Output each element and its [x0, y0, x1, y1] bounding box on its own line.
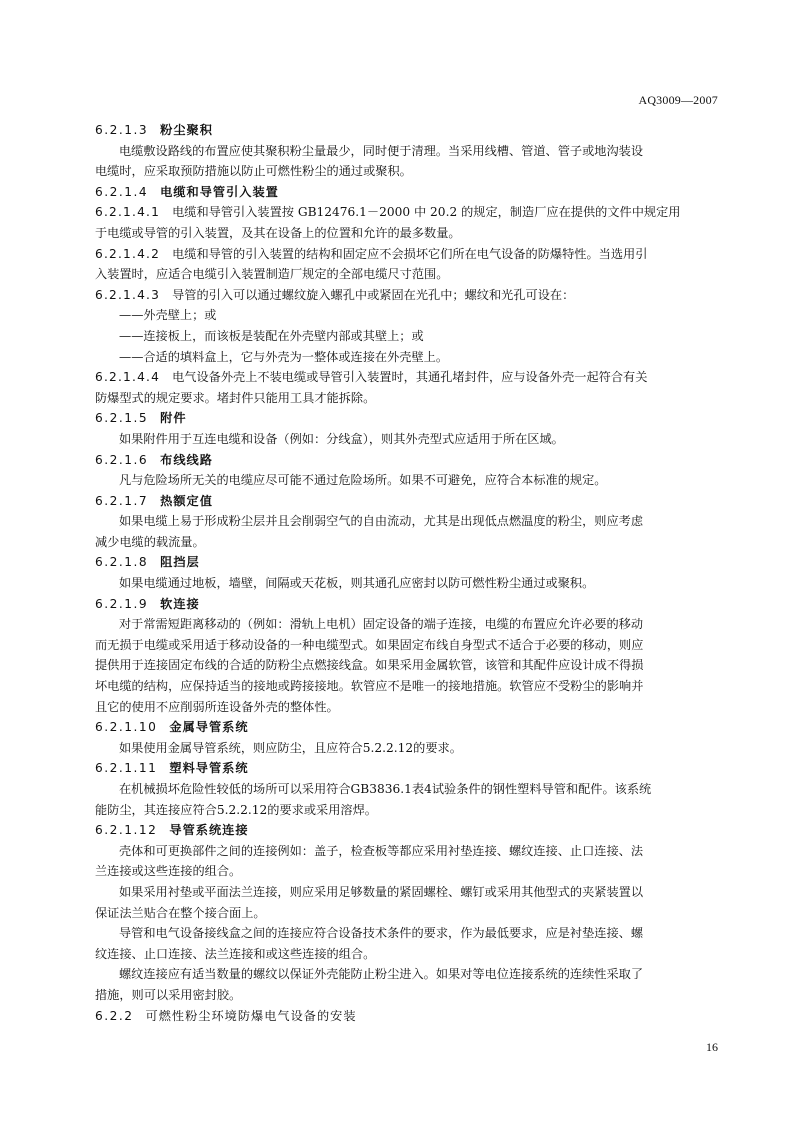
body-text-line: 如果电缆通过地板，墙壁，间隔或天花板，则其通孔应密封以防可燃性粉尘通过或聚积。 — [119, 576, 595, 591]
numbered-paragraph-line — [95, 202, 719, 223]
body-text-line: 壳体和可更换部件之间的连接例如：盖子，检查板等都应采用衬垫连接、螺纹连接、止口连接、法 — [119, 843, 644, 858]
body-text-line: 纹连接、止口连接、法兰连接和或这些连接的组合。 — [95, 946, 376, 961]
body-text-line: 坏电缆的结构，应保持适当的接地或跨接接地。软管应不是唯一的接地措施。软管应不受粉尘的影响并 — [95, 679, 644, 694]
body-text-line: 螺纹连接应有适当数量的螺纹以保证外壳能防止粉尘进入。如果对等电位连接系统的连续性采取了 — [119, 967, 644, 982]
section-title: 阻挡层 — [160, 555, 200, 570]
section-title: 电缆和导管引入装置 — [160, 184, 279, 199]
clause-text: 导管的引入可以通过螺纹旋入螺孔中或紧固在光孔中；螺纹和光孔可设在： — [172, 287, 575, 302]
numbered-paragraph-line — [95, 367, 719, 388]
clause-text: 电缆和导管引入装置按 GB12476.1－2000 中 20.2 的规定，制造厂应在提供的文件中规定用 — [172, 205, 681, 220]
body-text-line: 减少电缆的载流量。 — [95, 534, 205, 549]
section-title: 粉尘聚积 — [160, 123, 213, 137]
section-title: 布线线路 — [160, 452, 213, 467]
body-text-line: 凡与危险场所无关的电缆应尽可能不通过危险场所。如果不可避免，应符合本标准的规定。 — [119, 473, 607, 488]
section-heading — [95, 1006, 719, 1027]
body-text-line: 防爆型式的规定要求。堵封件只能用工具才能拆除。 — [95, 390, 376, 405]
section-number: 6.2.1.6 — [95, 452, 149, 467]
body-text-line: 措施，则可以采用密封胶。 — [95, 987, 242, 1002]
section-number: 6.2.1.3 — [95, 123, 149, 137]
body-text-line: 电缆敷设路线的布置应使其聚积粉尘量最少，同时便于清理。当采用线槽、管道、管子或地沟装设 — [119, 143, 644, 158]
document-body — [95, 120, 719, 1026]
body-text-line: 而无损于电缆或采用适于移动设备的一种电缆型式。如果固定布线自身型式不适合于必要的移动，则应 — [95, 637, 644, 652]
section-title: 软连接 — [160, 596, 200, 611]
section-title: 热额定值 — [160, 493, 213, 508]
numbered-paragraph-line — [95, 285, 719, 306]
section-heading — [95, 491, 719, 512]
section-title: 附件 — [160, 411, 187, 426]
section-number: 6.2.1.12 — [95, 823, 158, 838]
section-heading — [95, 594, 719, 615]
clause-number: 6.2.1.4.1 — [95, 205, 161, 220]
section-heading — [95, 450, 719, 471]
body-text-line: 如果采用衬垫或平面法兰连接，则应采用足够数量的紧固螺栓、螺钉或采用其他型式的夹紧装置以 — [119, 884, 644, 899]
section-number: 6.2.1.9 — [95, 596, 149, 611]
section-number: 6.2.1.5 — [95, 411, 149, 426]
section-heading — [95, 408, 719, 429]
body-text-line: 入装置时，应适合电缆引入装置制造厂规定的全部电缆尺寸范围。 — [95, 267, 449, 282]
clause-number: 6.2.1.4.3 — [95, 287, 161, 302]
clause-text: 电缆和导管的引入装置的结构和固定应不会损坏它们所在电气设备的防爆特性。当选用引 — [172, 246, 648, 261]
numbered-paragraph-line — [95, 244, 719, 265]
section-title: 塑料导管系统 — [169, 761, 249, 776]
section-title: 可燃性粉尘环境防爆电气设备的安装 — [145, 1008, 357, 1023]
section-title: 金属导管系统 — [169, 720, 249, 735]
section-number: 6.2.1.8 — [95, 555, 149, 570]
section-number: 6.2.1.10 — [95, 720, 158, 735]
section-heading — [95, 120, 719, 141]
section-number: 6.2.1.7 — [95, 493, 149, 508]
body-text-line: 兰连接或这些连接的组合。 — [95, 864, 242, 879]
section-number: 6.2.2 — [95, 1008, 134, 1023]
section-title: 导管系统连接 — [169, 823, 249, 838]
clause-text: 电气设备外壳上不装电缆或导管引入装置时，其通孔堵封件，应与设备外壳一起符合有关 — [172, 370, 648, 385]
list-item: ——连接板上，而该板是装配在外壳壁内部或其壁上；或 — [119, 328, 424, 343]
clause-number: 6.2.1.4.4 — [95, 370, 161, 385]
body-text-line: 于电缆或导管的引入装置，及其在设备上的位置和允许的最多数量。 — [95, 225, 461, 240]
list-item: ——外壳壁上；或 — [119, 308, 217, 323]
section-heading — [95, 182, 719, 203]
section-heading — [95, 758, 719, 779]
body-text-line: 对于常需短距离移动的（例如：滑轨上电机）固定设备的端子连接，电缆的布置应允许必要的移动 — [119, 617, 644, 632]
body-text-line: 保证法兰贴合在整个接合面上。 — [95, 905, 266, 920]
section-heading — [95, 717, 719, 738]
body-text-line: 如果电缆上易于形成粉尘层并且会削弱空气的自由流动，尤其是出现低点燃温度的粉尘，则应考虑 — [119, 514, 644, 529]
list-item: ——合适的填料盒上，它与外壳为一整体或连接在外壳壁上。 — [119, 349, 449, 364]
body-text-line: 在机械损坏危险性较低的场所可以采用符合GB3836.1表4试验条件的钢性塑料导管和配件。该系统 — [119, 782, 652, 796]
body-text-line: 能防尘，其连接应符合5.2.2.12的要求或采用溶焊。 — [95, 802, 377, 817]
body-text-line: 且它的使用不应削弱所连设备外壳的整体性。 — [95, 699, 339, 714]
body-text-line: 如果附件用于互连电缆和设备（例如：分线盒），则其外壳型式应适用于所在区域。 — [119, 431, 564, 446]
page-number: 16 — [706, 1040, 718, 1054]
section-number: 6.2.1.4 — [95, 184, 149, 199]
body-text-line: 导管和电气设备接线盒之间的连接应符合设备技术条件的要求，作为最低要求，应是衬垫连接、螺 — [119, 926, 644, 941]
section-heading — [95, 820, 719, 841]
body-text-line: 电缆时，应采取预防措施以防止可燃性粉尘的通过或聚积。 — [95, 164, 412, 179]
body-text-line: 如果使用金属导管系统，则应防尘，且应符合5.2.2.12的要求。 — [119, 740, 462, 755]
section-heading — [95, 552, 719, 573]
clause-number: 6.2.1.4.2 — [95, 246, 161, 261]
section-number: 6.2.1.11 — [95, 761, 158, 776]
document-code: AQ3009—2007 — [638, 93, 718, 107]
body-text-line: 提供用于连接固定布线的合适的防粉尘点燃接线盒。如果采用金属软管，该管和其配件应设计成不得损 — [95, 658, 644, 673]
